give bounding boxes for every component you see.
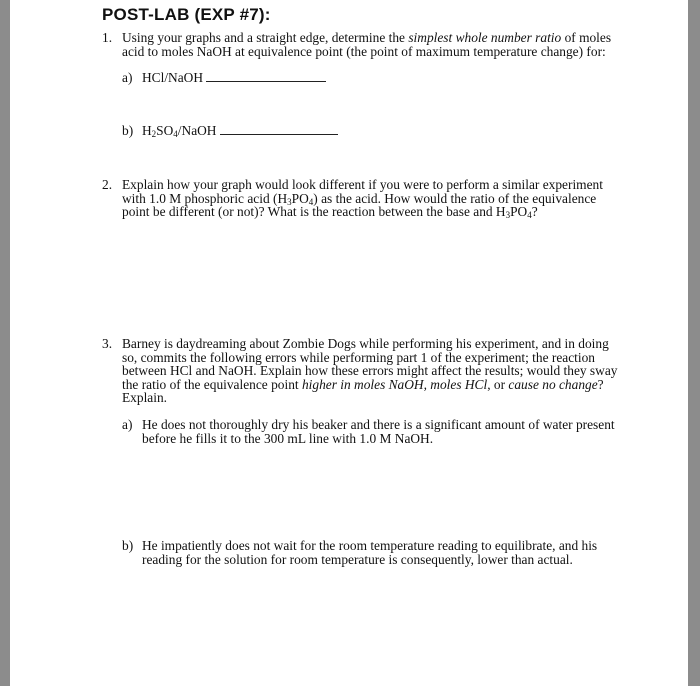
question-3-number: 3. bbox=[102, 336, 113, 351]
question-1b-label: b) bbox=[122, 123, 134, 138]
question-3-line-4: the ratio of the equivalence point higher in moles NaOH, moles HCl, or cause no change? bbox=[122, 376, 604, 392]
question-2-line-1: Explain how your graph would look different if you were to perform a similar experiment bbox=[122, 177, 603, 192]
question-3b-label: b) bbox=[122, 538, 134, 553]
question-1b-text: $H_2SO_4$/NaOH bbox=[142, 123, 217, 139]
question-1-line-2: acid to moles NaOH at equivalence point (the point of maximum temperature change) for: bbox=[122, 43, 606, 59]
question-2-line-3: point be different (or not)? What is the reaction between the base and $H_3PO_4$? bbox=[122, 204, 538, 221]
question-3b-line-2: reading for the solution for room temperature is consequently, lower than actual. bbox=[142, 551, 573, 567]
question-1b-answer-blank[interactable] bbox=[220, 124, 338, 135]
question-1a-label: a) bbox=[122, 70, 133, 85]
question-3-line-1: Barney is daydreaming about Zombie Dogs while performing his experiment, and in doing bbox=[122, 336, 609, 351]
document-page bbox=[10, 0, 688, 686]
question-3-line-3: between HCl and NaOH. Explain how these errors might affect the results; would they sway bbox=[122, 363, 618, 379]
question-2-number: 2. bbox=[102, 177, 113, 192]
question-3a-line-1: He does not thoroughly dry his beaker and there is a significant amount of water present bbox=[142, 417, 615, 432]
question-3b-line-1: He impatiently does not wait for the room temperature reading to equilibrate, and his bbox=[142, 538, 598, 553]
question-1-line-1: Using your graphs and a straight edge, determine the simplest whole number ratio of moles bbox=[122, 30, 612, 45]
question-3a-label: a) bbox=[122, 417, 133, 432]
question-3-line-2: so, commits the following errors while performing part 1 of the experiment; the reaction bbox=[122, 349, 596, 365]
question-3-line-5: Explain. bbox=[122, 390, 167, 406]
question-1a-answer-blank[interactable] bbox=[206, 71, 326, 82]
question-1-number: 1. bbox=[102, 30, 113, 45]
question-1a-text: HCl/NaOH bbox=[142, 70, 203, 85]
page-title: POST-LAB (EXP #7): bbox=[102, 5, 271, 24]
question-2-line-2: with 1.0 M phosphoric acid $(H_3PO_4)$ as the acid. How would the ratio of the equivalence bbox=[122, 190, 597, 207]
question-3a-line-2: before he fills it to the 300 mL line with 1.0 M NaOH. bbox=[142, 430, 434, 446]
